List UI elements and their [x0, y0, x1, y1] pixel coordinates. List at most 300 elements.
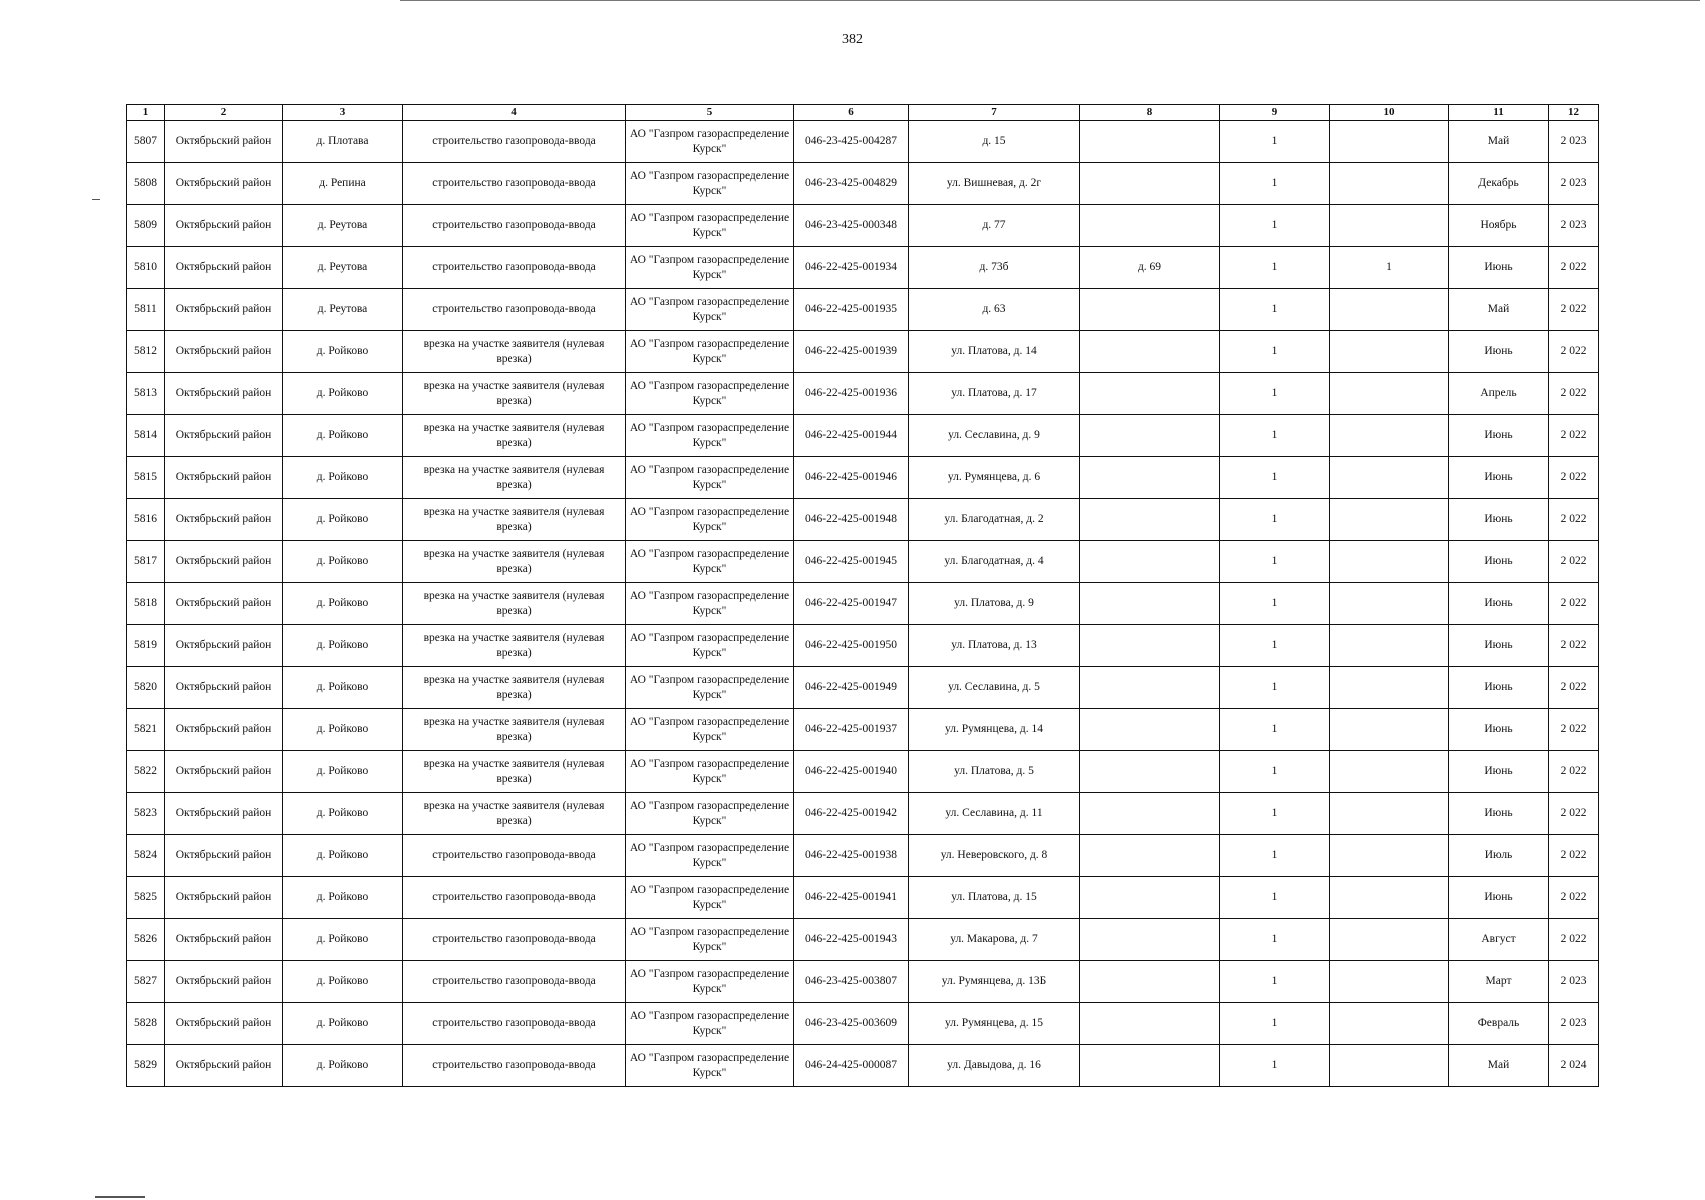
count-cell: 1 [1220, 499, 1330, 541]
footer-mark [95, 1196, 145, 1198]
district-cell: Октябрьский район [165, 919, 283, 961]
address-cell: ул. Макарова, д. 7 [909, 919, 1080, 961]
organization-cell: АО "Газпром газораспределение Курск" [626, 499, 794, 541]
organization-cell: АО "Газпром газораспределение Курск" [626, 1045, 794, 1087]
work-type-cell: строительство газопровода-ввода [403, 835, 626, 877]
month-cell: Июнь [1449, 331, 1549, 373]
year-cell: 2 022 [1549, 373, 1599, 415]
work-type-cell: строительство газопровода-ввода [403, 163, 626, 205]
row-number: 5824 [127, 835, 165, 877]
district-cell: Октябрьский район [165, 247, 283, 289]
district-cell: Октябрьский район [165, 625, 283, 667]
address-cell: ул. Благодатная, д. 4 [909, 541, 1080, 583]
settlement-cell: д. Ройково [283, 961, 403, 1003]
year-cell: 2 023 [1549, 961, 1599, 1003]
second-address-cell [1080, 1003, 1220, 1045]
address-cell: ул. Вишневая, д. 2г [909, 163, 1080, 205]
work-type-cell: врезка на участке заявителя (нулевая врезка) [403, 583, 626, 625]
page-number: 382 [842, 32, 863, 47]
table-row [127, 1045, 1599, 1087]
row-number: 5816 [127, 499, 165, 541]
settlement-cell: д. Ройково [283, 625, 403, 667]
year-cell: 2 022 [1549, 247, 1599, 289]
count-cell: 1 [1220, 583, 1330, 625]
month-cell: Май [1449, 121, 1549, 163]
year-cell: 2 023 [1549, 121, 1599, 163]
month-cell: Июнь [1449, 625, 1549, 667]
address-cell: д. 77 [909, 205, 1080, 247]
table-row [127, 415, 1599, 457]
district-cell: Октябрьский район [165, 457, 283, 499]
row-number: 5809 [127, 205, 165, 247]
district-cell: Октябрьский район [165, 835, 283, 877]
column-header: 1 [127, 105, 165, 121]
district-cell: Октябрьский район [165, 499, 283, 541]
second-address-cell [1080, 373, 1220, 415]
table-row [127, 583, 1599, 625]
year-cell: 2 022 [1549, 289, 1599, 331]
column-header: 12 [1549, 105, 1599, 121]
row-number: 5820 [127, 667, 165, 709]
table-row [127, 373, 1599, 415]
organization-cell: АО "Газпром газораспределение Курск" [626, 121, 794, 163]
row-number: 5815 [127, 457, 165, 499]
row-number: 5821 [127, 709, 165, 751]
second-count-cell [1330, 793, 1449, 835]
count-cell: 1 [1220, 709, 1330, 751]
table-row [127, 751, 1599, 793]
count-cell: 1 [1220, 961, 1330, 1003]
month-cell: Февраль [1449, 1003, 1549, 1045]
year-cell: 2 022 [1549, 499, 1599, 541]
address-cell: ул. Платова, д. 9 [909, 583, 1080, 625]
work-type-cell: врезка на участке заявителя (нулевая врезка) [403, 751, 626, 793]
second-count-cell [1330, 667, 1449, 709]
second-count-cell [1330, 499, 1449, 541]
second-count-cell [1330, 835, 1449, 877]
second-address-cell [1080, 289, 1220, 331]
organization-cell: АО "Газпром газораспределение Курск" [626, 289, 794, 331]
settlement-cell: д. Ройково [283, 415, 403, 457]
table-body [127, 121, 1599, 1087]
address-cell: ул. Сеславина, д. 11 [909, 793, 1080, 835]
row-number: 5823 [127, 793, 165, 835]
column-header: 2 [165, 105, 283, 121]
district-cell: Октябрьский район [165, 289, 283, 331]
application-number-cell: 046-22-425-001944 [794, 415, 909, 457]
year-cell: 2 022 [1549, 331, 1599, 373]
row-number: 5810 [127, 247, 165, 289]
month-cell: Июнь [1449, 457, 1549, 499]
year-cell: 2 022 [1549, 583, 1599, 625]
work-type-cell: врезка на участке заявителя (нулевая врезка) [403, 625, 626, 667]
second-address-cell [1080, 961, 1220, 1003]
organization-cell: АО "Газпром газораспределение Курск" [626, 415, 794, 457]
address-cell: ул. Сеславина, д. 5 [909, 667, 1080, 709]
address-cell: ул. Сеславина, д. 9 [909, 415, 1080, 457]
application-number-cell: 046-22-425-001937 [794, 709, 909, 751]
settlement-cell: д. Ройково [283, 373, 403, 415]
organization-cell: АО "Газпром газораспределение Курск" [626, 877, 794, 919]
work-type-cell: строительство газопровода-ввода [403, 1003, 626, 1045]
district-cell: Октябрьский район [165, 205, 283, 247]
district-cell: Октябрьский район [165, 961, 283, 1003]
year-cell: 2 022 [1549, 793, 1599, 835]
work-type-cell: строительство газопровода-ввода [403, 289, 626, 331]
month-cell: Июль [1449, 835, 1549, 877]
address-cell: ул. Платова, д. 15 [909, 877, 1080, 919]
organization-cell: АО "Газпром газораспределение Курск" [626, 751, 794, 793]
application-number-cell: 046-22-425-001940 [794, 751, 909, 793]
application-number-cell: 046-23-425-004287 [794, 121, 909, 163]
settlement-cell: д. Ройково [283, 751, 403, 793]
year-cell: 2 024 [1549, 1045, 1599, 1087]
district-cell: Октябрьский район [165, 331, 283, 373]
second-count-cell [1330, 583, 1449, 625]
month-cell: Июнь [1449, 709, 1549, 751]
settlement-cell: д. Реутова [283, 247, 403, 289]
district-cell: Октябрьский район [165, 163, 283, 205]
second-address-cell [1080, 583, 1220, 625]
second-address-cell [1080, 499, 1220, 541]
year-cell: 2 022 [1549, 709, 1599, 751]
row-number: 5828 [127, 1003, 165, 1045]
settlement-cell: д. Ройково [283, 877, 403, 919]
month-cell: Июнь [1449, 667, 1549, 709]
work-type-cell: врезка на участке заявителя (нулевая врезка) [403, 793, 626, 835]
second-address-cell [1080, 541, 1220, 583]
organization-cell: АО "Газпром газораспределение Курск" [626, 163, 794, 205]
table-row [127, 247, 1599, 289]
settlement-cell: д. Ройково [283, 331, 403, 373]
application-number-cell: 046-22-425-001945 [794, 541, 909, 583]
count-cell: 1 [1220, 373, 1330, 415]
second-address-cell [1080, 1045, 1220, 1087]
second-address-cell [1080, 793, 1220, 835]
address-cell: ул. Давыдова, д. 16 [909, 1045, 1080, 1087]
second-address-cell [1080, 163, 1220, 205]
margin-mark [92, 199, 100, 200]
settlement-cell: д. Ройково [283, 1045, 403, 1087]
address-cell: ул. Румянцева, д. 13Б [909, 961, 1080, 1003]
table-row [127, 961, 1599, 1003]
count-cell: 1 [1220, 877, 1330, 919]
application-number-cell: 046-22-425-001948 [794, 499, 909, 541]
table-row [127, 709, 1599, 751]
table-row [127, 919, 1599, 961]
application-number-cell: 046-22-425-001947 [794, 583, 909, 625]
year-cell: 2 022 [1549, 625, 1599, 667]
count-cell: 1 [1220, 247, 1330, 289]
work-type-cell: врезка на участке заявителя (нулевая врезка) [403, 709, 626, 751]
organization-cell: АО "Газпром газораспределение Курск" [626, 541, 794, 583]
column-header: 3 [283, 105, 403, 121]
organization-cell: АО "Газпром газораспределение Курск" [626, 709, 794, 751]
count-cell: 1 [1220, 1003, 1330, 1045]
address-cell: ул. Платова, д. 17 [909, 373, 1080, 415]
district-cell: Октябрьский район [165, 1003, 283, 1045]
table-row [127, 625, 1599, 667]
column-header: 10 [1330, 105, 1449, 121]
organization-cell: АО "Газпром газораспределение Курск" [626, 205, 794, 247]
register-table [126, 104, 1599, 1087]
month-cell: Март [1449, 961, 1549, 1003]
row-number: 5813 [127, 373, 165, 415]
row-number: 5818 [127, 583, 165, 625]
application-number-cell: 046-22-425-001935 [794, 289, 909, 331]
count-cell: 1 [1220, 163, 1330, 205]
year-cell: 2 023 [1549, 163, 1599, 205]
second-address-cell [1080, 835, 1220, 877]
work-type-cell: строительство газопровода-ввода [403, 247, 626, 289]
settlement-cell: д. Ройково [283, 709, 403, 751]
district-cell: Октябрьский район [165, 667, 283, 709]
settlement-cell: д. Реутова [283, 205, 403, 247]
district-cell: Октябрьский район [165, 751, 283, 793]
work-type-cell: врезка на участке заявителя (нулевая врезка) [403, 331, 626, 373]
month-cell: Июнь [1449, 499, 1549, 541]
organization-cell: АО "Газпром газораспределение Курск" [626, 331, 794, 373]
organization-cell: АО "Газпром газораспределение Курск" [626, 835, 794, 877]
application-number-cell: 046-22-425-001939 [794, 331, 909, 373]
row-number: 5827 [127, 961, 165, 1003]
organization-cell: АО "Газпром газораспределение Курск" [626, 457, 794, 499]
month-cell: Июнь [1449, 415, 1549, 457]
settlement-cell: д. Репина [283, 163, 403, 205]
month-cell: Апрель [1449, 373, 1549, 415]
application-number-cell: 046-23-425-000348 [794, 205, 909, 247]
count-cell: 1 [1220, 541, 1330, 583]
settlement-cell: д. Ройково [283, 499, 403, 541]
column-header: 7 [909, 105, 1080, 121]
month-cell: Декабрь [1449, 163, 1549, 205]
year-cell: 2 023 [1549, 205, 1599, 247]
row-number: 5829 [127, 1045, 165, 1087]
settlement-cell: д. Ройково [283, 793, 403, 835]
row-number: 5808 [127, 163, 165, 205]
application-number-cell: 046-22-425-001938 [794, 835, 909, 877]
table-row [127, 121, 1599, 163]
row-number: 5811 [127, 289, 165, 331]
second-address-cell [1080, 205, 1220, 247]
row-number: 5807 [127, 121, 165, 163]
district-cell: Октябрьский район [165, 121, 283, 163]
year-cell: 2 022 [1549, 877, 1599, 919]
row-number: 5812 [127, 331, 165, 373]
application-number-cell: 046-22-425-001936 [794, 373, 909, 415]
count-cell: 1 [1220, 667, 1330, 709]
month-cell: Май [1449, 289, 1549, 331]
count-cell: 1 [1220, 835, 1330, 877]
work-type-cell: строительство газопровода-ввода [403, 121, 626, 163]
column-header: 5 [626, 105, 794, 121]
row-number: 5817 [127, 541, 165, 583]
district-cell: Октябрьский район [165, 1045, 283, 1087]
address-cell: ул. Румянцева, д. 15 [909, 1003, 1080, 1045]
second-address-cell [1080, 457, 1220, 499]
top-rule [400, 0, 1700, 1]
address-cell: д. 73б [909, 247, 1080, 289]
month-cell: Июнь [1449, 877, 1549, 919]
row-number: 5814 [127, 415, 165, 457]
year-cell: 2 022 [1549, 835, 1599, 877]
second-count-cell [1330, 625, 1449, 667]
year-cell: 2 022 [1549, 541, 1599, 583]
second-count-cell [1330, 1003, 1449, 1045]
column-header: 4 [403, 105, 626, 121]
year-cell: 2 022 [1549, 751, 1599, 793]
table-row [127, 541, 1599, 583]
year-cell: 2 022 [1549, 415, 1599, 457]
row-number: 5822 [127, 751, 165, 793]
second-count-cell [1330, 415, 1449, 457]
column-header: 6 [794, 105, 909, 121]
count-cell: 1 [1220, 625, 1330, 667]
second-address-cell [1080, 919, 1220, 961]
month-cell: Июнь [1449, 583, 1549, 625]
second-count-cell [1330, 289, 1449, 331]
organization-cell: АО "Газпром газораспределение Курск" [626, 667, 794, 709]
application-number-cell: 046-22-425-001950 [794, 625, 909, 667]
year-cell: 2 022 [1549, 457, 1599, 499]
application-number-cell: 046-22-425-001941 [794, 877, 909, 919]
second-count-cell [1330, 877, 1449, 919]
settlement-cell: д. Ройково [283, 835, 403, 877]
address-cell: д. 15 [909, 121, 1080, 163]
month-cell: Май [1449, 1045, 1549, 1087]
organization-cell: АО "Газпром газораспределение Курск" [626, 625, 794, 667]
settlement-cell: д. Реутова [283, 289, 403, 331]
work-type-cell: врезка на участке заявителя (нулевая врезка) [403, 499, 626, 541]
second-count-cell [1330, 1045, 1449, 1087]
organization-cell: АО "Газпром газораспределение Курск" [626, 961, 794, 1003]
row-number: 5819 [127, 625, 165, 667]
district-cell: Октябрьский район [165, 709, 283, 751]
table-row [127, 877, 1599, 919]
second-address-cell [1080, 415, 1220, 457]
count-cell: 1 [1220, 415, 1330, 457]
table-row [127, 205, 1599, 247]
address-cell: ул. Благодатная, д. 2 [909, 499, 1080, 541]
organization-cell: АО "Газпром газораспределение Курск" [626, 1003, 794, 1045]
application-number-cell: 046-23-425-003807 [794, 961, 909, 1003]
second-count-cell [1330, 457, 1449, 499]
year-cell: 2 022 [1549, 919, 1599, 961]
second-count-cell [1330, 373, 1449, 415]
work-type-cell: врезка на участке заявителя (нулевая врезка) [403, 541, 626, 583]
month-cell: Июнь [1449, 247, 1549, 289]
table-row [127, 499, 1599, 541]
work-type-cell: строительство газопровода-ввода [403, 877, 626, 919]
second-count-cell [1330, 121, 1449, 163]
table-row [127, 457, 1599, 499]
application-number-cell: 046-22-425-001949 [794, 667, 909, 709]
address-cell: ул. Платова, д. 5 [909, 751, 1080, 793]
second-count-cell: 1 [1330, 247, 1449, 289]
month-cell: Август [1449, 919, 1549, 961]
settlement-cell: д. Плотава [283, 121, 403, 163]
settlement-cell: д. Ройково [283, 457, 403, 499]
table-row [127, 331, 1599, 373]
count-cell: 1 [1220, 205, 1330, 247]
application-number-cell: 046-22-425-001942 [794, 793, 909, 835]
column-header: 8 [1080, 105, 1220, 121]
address-cell: ул. Неверовского, д. 8 [909, 835, 1080, 877]
organization-cell: АО "Газпром газораспределение Курск" [626, 919, 794, 961]
district-cell: Октябрьский район [165, 541, 283, 583]
address-cell: ул. Платова, д. 13 [909, 625, 1080, 667]
settlement-cell: д. Ройково [283, 919, 403, 961]
district-cell: Октябрьский район [165, 373, 283, 415]
organization-cell: АО "Газпром газораспределение Курск" [626, 247, 794, 289]
month-cell: Июнь [1449, 793, 1549, 835]
work-type-cell: врезка на участке заявителя (нулевая врезка) [403, 667, 626, 709]
second-address-cell [1080, 877, 1220, 919]
second-address-cell [1080, 625, 1220, 667]
row-number: 5825 [127, 877, 165, 919]
settlement-cell: д. Ройково [283, 667, 403, 709]
organization-cell: АО "Газпром газораспределение Курск" [626, 583, 794, 625]
table-row [127, 835, 1599, 877]
year-cell: 2 022 [1549, 667, 1599, 709]
column-header: 9 [1220, 105, 1330, 121]
district-cell: Октябрьский район [165, 583, 283, 625]
table-row [127, 667, 1599, 709]
settlement-cell: д. Ройково [283, 1003, 403, 1045]
second-address-cell [1080, 331, 1220, 373]
count-cell: 1 [1220, 289, 1330, 331]
second-count-cell [1330, 919, 1449, 961]
count-cell: 1 [1220, 793, 1330, 835]
count-cell: 1 [1220, 457, 1330, 499]
second-count-cell [1330, 751, 1449, 793]
application-number-cell: 046-24-425-000087 [794, 1045, 909, 1087]
count-cell: 1 [1220, 751, 1330, 793]
second-address-cell [1080, 709, 1220, 751]
year-cell: 2 023 [1549, 1003, 1599, 1045]
month-cell: Ноябрь [1449, 205, 1549, 247]
row-number: 5826 [127, 919, 165, 961]
month-cell: Июнь [1449, 751, 1549, 793]
application-number-cell: 046-22-425-001934 [794, 247, 909, 289]
address-cell: ул. Румянцева, д. 6 [909, 457, 1080, 499]
settlement-cell: д. Ройково [283, 541, 403, 583]
second-count-cell [1330, 709, 1449, 751]
address-cell: д. 63 [909, 289, 1080, 331]
application-number-cell: 046-22-425-001946 [794, 457, 909, 499]
work-type-cell: строительство газопровода-ввода [403, 1045, 626, 1087]
district-cell: Октябрьский район [165, 415, 283, 457]
address-cell: ул. Платова, д. 14 [909, 331, 1080, 373]
column-header: 11 [1449, 105, 1549, 121]
work-type-cell: строительство газопровода-ввода [403, 961, 626, 1003]
work-type-cell: врезка на участке заявителя (нулевая врезка) [403, 373, 626, 415]
work-type-cell: строительство газопровода-ввода [403, 919, 626, 961]
district-cell: Октябрьский район [165, 877, 283, 919]
application-number-cell: 046-23-425-003609 [794, 1003, 909, 1045]
second-count-cell [1330, 541, 1449, 583]
application-number-cell: 046-23-425-004829 [794, 163, 909, 205]
second-count-cell [1330, 205, 1449, 247]
work-type-cell: строительство газопровода-ввода [403, 205, 626, 247]
organization-cell: АО "Газпром газораспределение Курск" [626, 793, 794, 835]
work-type-cell: врезка на участке заявителя (нулевая врезка) [403, 415, 626, 457]
count-cell: 1 [1220, 331, 1330, 373]
table-row [127, 289, 1599, 331]
header-row [127, 105, 1599, 121]
table-row [127, 1003, 1599, 1045]
organization-cell: АО "Газпром газораспределение Курск" [626, 373, 794, 415]
